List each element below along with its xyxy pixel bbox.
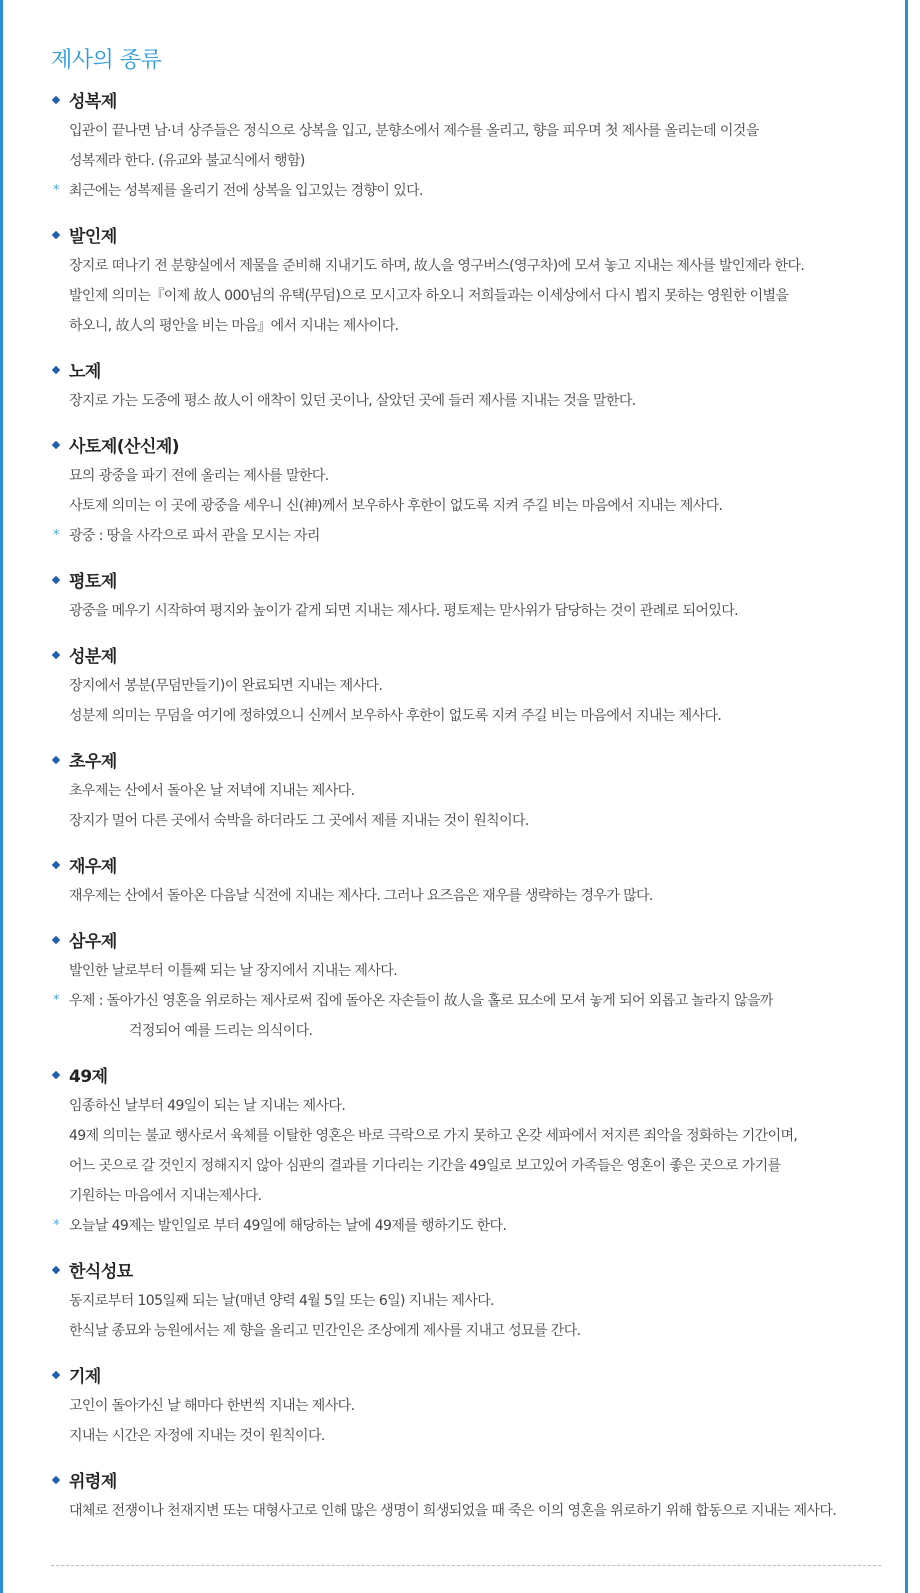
diamond-bullet-icon [52, 1371, 60, 1379]
description-line: 장지가 멀어 다른 곳에서 숙박을 하더라도 그 곳에서 제를 지내는 것이 원칙이다. [69, 813, 529, 829]
description-line: 발인제 의미는『이제 故人 000님의 유택(무덤)으로 모시고자 하오니 저희들과는 이세상에서 다시 뵙지 못하는 영원한 이별을 [69, 288, 789, 304]
diamond-bullet-icon [52, 861, 60, 869]
footnote [51, 1211, 881, 1241]
description-line: 재우제는 산에서 돌아온 다음날 식전에 지내는 제사다. 그러나 요즈음은 재우를 생략하는 경우가 많다. [69, 888, 653, 904]
description-line: 하오니, 故人의 평안을 비는 마음』에서 지내는 제사이다. [69, 318, 399, 334]
description-line: 사토제 의미는 이 곳에 광중을 세우니 신(神)께서 보우하사 후한이 없도록 지켜 주길 비는 마음에서 지내는 제사다. [69, 498, 723, 514]
section-heading [51, 566, 881, 596]
asterisk-icon: * [53, 528, 60, 543]
ritual-section [51, 851, 881, 911]
section-heading [51, 851, 881, 881]
ritual-section [51, 356, 881, 416]
diamond-bullet-icon [52, 651, 60, 659]
diamond-bullet-icon [52, 96, 60, 104]
description-line: 광중을 메우기 시작하여 평지와 높이가 같게 되면 지내는 제사다. 평토제는 맏사위가 담당하는 것이 관례로 되어있다. [69, 603, 739, 619]
footnote-continuation: 걱정되어 예를 드리는 의식이다. [129, 1023, 313, 1039]
section-title: 재우제 [69, 857, 117, 877]
diamond-bullet-icon [52, 936, 60, 944]
diamond-bullet-icon [52, 1266, 60, 1274]
footnote [51, 176, 881, 206]
description-line: 성복제라 한다. (유교와 불교식에서 행함) [69, 153, 305, 169]
section-heading [51, 641, 881, 671]
ritual-section [51, 431, 881, 551]
diamond-bullet-icon [52, 366, 60, 374]
description-line: 임종하신 날부터 49일이 되는 날 지내는 제사다. [69, 1098, 346, 1114]
description-line: 기원하는 마음에서 지내는제사다. [69, 1188, 262, 1204]
ritual-section [51, 926, 881, 1046]
section-title: 노제 [69, 362, 101, 382]
diamond-bullet-icon [52, 1476, 60, 1484]
description-line: 묘의 광중을 파기 전에 올리는 제사를 말한다. [69, 468, 329, 484]
description-line: 지내는 시간은 자정에 지내는 것이 원칙이다. [69, 1428, 325, 1444]
section-title: 위령제 [69, 1472, 117, 1492]
ritual-list [51, 86, 881, 1541]
section-heading [51, 431, 881, 461]
section-heading [51, 356, 881, 386]
diamond-bullet-icon [52, 441, 60, 449]
description-line: 장지에서 봉분(무덤만들기)이 완료되면 지내는 제사다. [69, 678, 383, 694]
description-line: 성분제 의미는 무덤을 여기에 정하였으니 신께서 보우하사 후한이 없도록 지켜 주길 비는 마음에서 지내는 제사다. [69, 708, 722, 724]
section-heading [51, 746, 881, 776]
description-line: 장지로 떠나기 전 분향실에서 제물을 준비해 지내기도 하며, 故人을 영구버스(영구차)에 모셔 놓고 지내는 제사를 발인제라 한다. [69, 258, 805, 274]
section-heading [51, 1256, 881, 1286]
section-heading [51, 86, 881, 116]
ritual-section [51, 1256, 881, 1346]
page-title: 제사의 종류 [51, 47, 162, 73]
diamond-bullet-icon [52, 231, 60, 239]
description-line: 49제 의미는 불교 행사로서 육체를 이탈한 영혼은 바로 극락으로 가지 못하고 온갖 세파에서 저지른 죄악을 정화하는 기간이며, [69, 1128, 798, 1144]
section-title: 발인제 [69, 227, 117, 247]
asterisk-icon: * [53, 183, 60, 198]
ritual-section [51, 1361, 881, 1451]
footnote-text: 우제 : 돌아가신 영혼을 위로하는 제사로써 집에 돌아온 자손들이 故人을 홀로 묘소에 모셔 놓게 되어 외롭고 놀라지 않을까 [69, 993, 773, 1009]
ritual-section [51, 1061, 881, 1241]
diamond-bullet-icon [52, 576, 60, 584]
footnote-text: 오늘날 49제는 발인일로 부터 49일에 해당하는 날에 49제를 행하기도 한다. [69, 1218, 507, 1234]
ritual-section [51, 746, 881, 836]
description-line: 고인이 돌아가신 날 해마다 한번씩 지내는 제사다. [69, 1398, 355, 1414]
description-line: 동지로부터 105일째 되는 날(매년 양력 4월 5일 또는 6일) 지내는 제사다. [69, 1293, 495, 1309]
footnote [51, 986, 881, 1046]
section-heading [51, 1061, 881, 1091]
description-line: 대체로 전쟁이나 천재지변 또는 대형사고로 인해 많은 생명이 희생되었을 때 죽은 이의 영혼을 위로하기 위해 합동으로 지내는 제사다. [69, 1503, 837, 1519]
section-title: 평토제 [69, 572, 117, 592]
section-heading [51, 926, 881, 956]
section-title: 기제 [69, 1367, 101, 1387]
section-title: 성분제 [69, 647, 117, 667]
description-line: 초우제는 산에서 돌아온 날 저녁에 지내는 제사다. [69, 783, 355, 799]
description-line: 장지로 가는 도중에 평소 故人이 애착이 있던 곳이나, 살았던 곳에 들러 제사를 지내는 것을 말한다. [69, 393, 636, 409]
diamond-bullet-icon [52, 1071, 60, 1079]
section-heading [51, 221, 881, 251]
description-line: 어느 곳으로 갈 것인지 정해지지 않아 심판의 결과를 기다리는 기간을 49일로 보고있어 가족들은 영혼이 좋은 곳으로 가기를 [69, 1158, 781, 1174]
ritual-section [51, 566, 881, 626]
ritual-section [51, 86, 881, 206]
section-heading [51, 1466, 881, 1496]
section-title: 성복제 [69, 92, 117, 112]
description-line: 발인한 날로부터 이틀째 되는 날 장지에서 지내는 제사다. [69, 963, 398, 979]
diamond-bullet-icon [52, 756, 60, 764]
right-border-line [905, 0, 908, 1593]
section-title: 초우제 [69, 752, 117, 772]
description-line: 한식날 종묘와 능원에서는 제 향을 올리고 민간인은 조상에게 제사를 지내고 성묘를 간다. [69, 1323, 581, 1339]
section-title: 한식성묘 [69, 1262, 133, 1282]
ritual-section [51, 1466, 881, 1526]
section-title: 삼우제 [69, 932, 117, 952]
asterisk-icon: * [53, 1218, 60, 1233]
description-line: 입관이 끝나면 남·녀 상주들은 정식으로 상복을 입고, 분향소에서 제수를 올리고, 향을 피우며 첫 제사를 올리는데 이것을 [69, 123, 759, 139]
footnote [51, 521, 881, 551]
footnote-text: 광중 : 땅을 사각으로 파서 관을 모시는 자리 [69, 528, 320, 544]
bottom-divider [51, 1565, 881, 1566]
section-title: 사토제(산신제) [69, 437, 180, 457]
asterisk-icon: * [53, 993, 60, 1008]
footnote-text: 최근에는 성복제를 올리기 전에 상복을 입고있는 경향이 있다. [69, 183, 423, 199]
ritual-section [51, 641, 881, 731]
left-border-line [0, 0, 3, 1593]
section-heading [51, 1361, 881, 1391]
section-title: 49제 [69, 1067, 108, 1087]
ritual-section [51, 221, 881, 341]
